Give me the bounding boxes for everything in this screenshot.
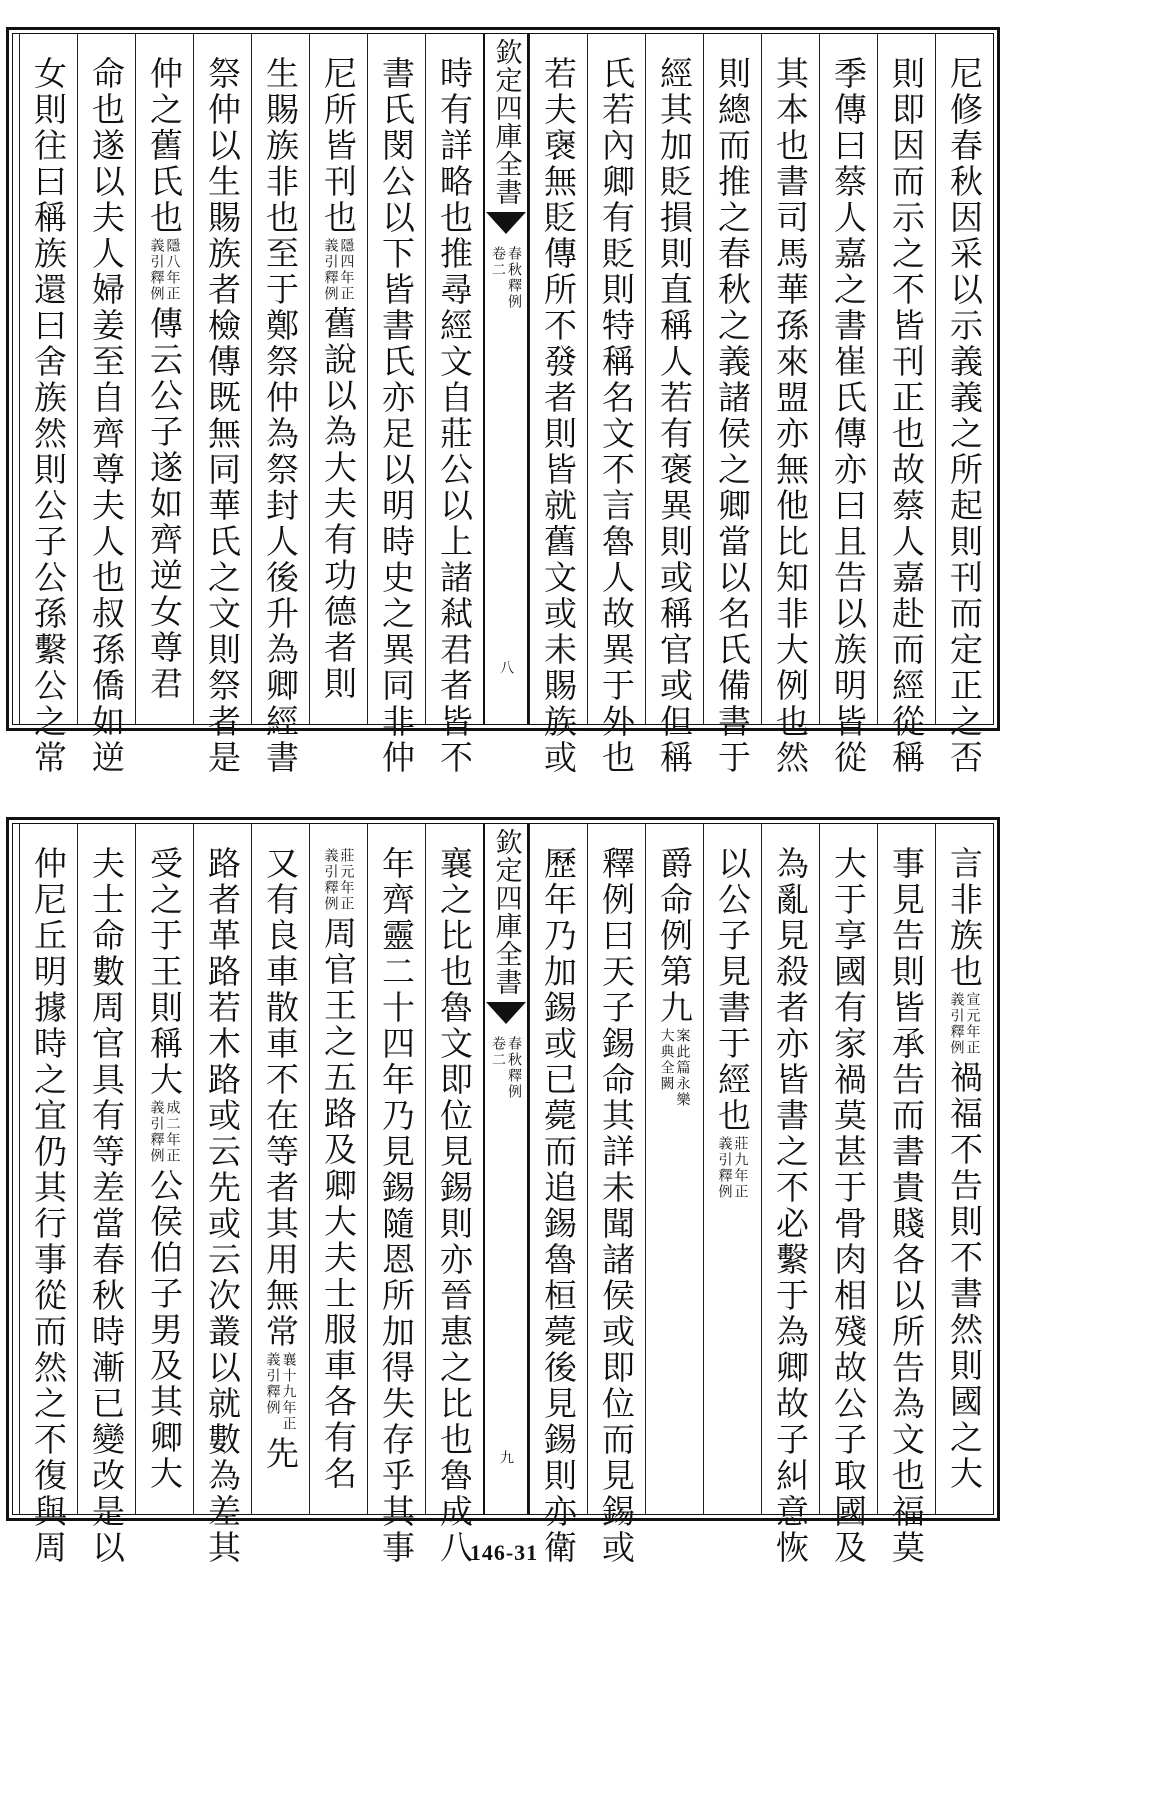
- main-text: 若夫襃無貶傳所不發者則皆就舊文或未賜族或: [539, 56, 578, 776]
- main-text: 夫士命數周官具有等差當春秋時漸已變改是以: [87, 846, 126, 1566]
- chapter-label: [491, 246, 521, 310]
- column-line: [829, 56, 868, 776]
- main-text: 祭仲以生賜族者檢傳既無同華氏之文則祭者是: [203, 56, 242, 776]
- note-line: 莊元年正: [338, 848, 355, 912]
- interlinear-note: [659, 1028, 691, 1108]
- book-title: 欽定四庫全書: [490, 38, 522, 206]
- gutter-content: [486, 828, 526, 1514]
- main-text: 舊說以為大夫有功德者則: [319, 306, 358, 702]
- column-line: [713, 56, 752, 776]
- text-column: [935, 824, 993, 1514]
- note-line: 宣元年正: [964, 992, 981, 1056]
- text-column: [703, 34, 761, 776]
- main-text: 季傳曰蔡人嘉之書崔氏傳亦曰且告以族明皆從: [829, 56, 868, 776]
- text-column: [877, 34, 935, 776]
- text-column: [877, 824, 935, 1566]
- column-line: [145, 846, 184, 1514]
- column-line: [597, 56, 636, 776]
- center-gutter: [483, 34, 529, 724]
- main-text: 仲之舊氏也: [145, 56, 184, 236]
- column-line: [377, 56, 416, 776]
- main-text: 仲尼丘明據時之宜仍其行事從而然之不復與周: [29, 846, 68, 1566]
- column-line: [87, 846, 126, 1566]
- main-text: 受之于王則稱大: [145, 846, 184, 1098]
- text-column: [819, 34, 877, 776]
- column-line: [29, 846, 68, 1566]
- main-text: 以公子見書于經也: [713, 846, 752, 1134]
- chapter-line: 卷二: [490, 1036, 506, 1068]
- column-line: [539, 56, 578, 776]
- main-text: 言非族也: [945, 846, 984, 990]
- column-line: [945, 56, 984, 776]
- main-text: 禍福不告則不書然則國之大: [945, 1060, 984, 1492]
- note-line: 襄十九年正: [280, 1352, 297, 1432]
- text-column: [77, 824, 135, 1566]
- main-text: 則總而推之春秋之義諸侯之卿當以名氏備書于: [713, 56, 752, 776]
- column-line: [713, 846, 752, 1514]
- note-line: 義引釋例: [148, 1100, 165, 1164]
- text-column: [193, 34, 251, 776]
- main-text: 時有詳略也推尋經文自莊公以上諸弒君者皆不: [435, 56, 474, 776]
- column-line: [655, 846, 694, 1514]
- main-text: 為亂見殺者亦皆書之不必繫于為卿故子糾意恢: [771, 846, 810, 1566]
- column-line: [539, 846, 578, 1566]
- leaf-number: 九: [498, 1450, 514, 1464]
- chapter-line: 春秋釋例: [506, 1036, 522, 1100]
- note-line: 義引釋例: [948, 992, 965, 1056]
- column-line: [29, 56, 68, 776]
- text-column: [251, 824, 309, 1514]
- note-line: 大典全闕: [658, 1028, 675, 1092]
- main-text: 年齊靈二十四年乃見錫隨恩所加得失存乎其事: [377, 846, 416, 1566]
- main-text: 釋例曰天子錫命其詳未聞諸侯或即位而見錫或: [597, 846, 636, 1566]
- chapter-line: 卷二: [490, 246, 506, 278]
- fish-tail-mark: [486, 212, 526, 234]
- text-column: [309, 824, 367, 1514]
- note-line: 義引釋例: [264, 1352, 281, 1416]
- chapter-label: [491, 1036, 521, 1100]
- main-text: 尼修春秋因采以示義義之所起則刊而定正之否: [945, 56, 984, 776]
- text-column: [425, 824, 483, 1566]
- interlinear-note: [149, 1100, 181, 1164]
- column-line: [203, 56, 242, 776]
- column-line: [771, 56, 810, 776]
- column-line: [145, 56, 184, 724]
- text-column: [645, 824, 703, 1514]
- book-title: 欽定四庫全書: [490, 828, 522, 996]
- text-column: [819, 824, 877, 1566]
- column-line: [945, 846, 984, 1514]
- column-line: [597, 846, 636, 1566]
- note-line: 成二年正: [164, 1100, 181, 1164]
- text-column: [935, 34, 993, 776]
- text-column: [703, 824, 761, 1514]
- column-line: [771, 846, 810, 1566]
- main-text: 經其加貶損則直稱人若有褒異則或稱官或但稱: [655, 56, 694, 776]
- note-line: 義引釋例: [322, 238, 339, 302]
- text-column: [587, 824, 645, 1566]
- text-column: [529, 824, 587, 1566]
- text-column: [135, 824, 193, 1514]
- column-line: [377, 846, 416, 1566]
- column-line: [87, 56, 126, 776]
- column-line: [435, 846, 474, 1566]
- column-line: [435, 56, 474, 776]
- main-text: 命也遂以夫人婦姜至自齊尊夫人也叔孫僑如逆: [87, 56, 126, 776]
- note-line: 隱四年正: [338, 238, 355, 302]
- main-text: 事見告則皆承告而書貴賤各以所告為文也福莫: [887, 846, 926, 1566]
- main-text: 襄之比也魯文即位見錫則亦晉惠之比也魯成八: [435, 846, 474, 1566]
- main-text: 生賜族非也至于鄭祭仲為祭封人後升為卿經書: [261, 56, 300, 776]
- fish-tail-mark: [486, 1002, 526, 1024]
- center-gutter: [483, 824, 529, 1514]
- main-text: 氏若內卿有貶則特稱名文不言魯人故異于外也: [597, 56, 636, 776]
- main-text: 書氏閔公以下皆書氏亦足以明時史之異同非仲: [377, 56, 416, 776]
- interlinear-note: [149, 238, 181, 302]
- main-text: 又有良車散車不在等者其用無常: [261, 846, 300, 1350]
- interlinear-note: [717, 1136, 749, 1200]
- interlinear-note: [323, 848, 355, 912]
- main-text: 大于享國有家禍莫甚于骨肉相殘故公子取國及: [829, 846, 868, 1566]
- text-column: [761, 34, 819, 776]
- text-column: [367, 34, 425, 776]
- main-text: 爵命例第九: [655, 846, 694, 1026]
- interlinear-note: [323, 238, 355, 302]
- text-column: [309, 34, 367, 724]
- main-text: 路者革路若木路或云先或云次叢以就數為差其: [203, 846, 242, 1566]
- chapter-line: 春秋釋例: [506, 246, 522, 310]
- column-line: [261, 56, 300, 776]
- main-text: 其本也書司馬華孫來盟亦無他比知非大例也然: [771, 56, 810, 776]
- text-column: [425, 34, 483, 776]
- note-line: 案此篇永樂: [674, 1028, 691, 1108]
- interlinear-note: [949, 992, 981, 1056]
- note-line: 義引釋例: [322, 848, 339, 912]
- column-line: [887, 56, 926, 776]
- text-column: [77, 34, 135, 776]
- text-column: [135, 34, 193, 724]
- text-column: [19, 824, 77, 1566]
- column-line: [655, 56, 694, 776]
- main-text: 傳云公子遂如齊逆女尊君: [145, 306, 184, 702]
- column-line: [319, 846, 358, 1514]
- main-text: 先: [261, 1436, 300, 1472]
- text-column: [19, 34, 77, 776]
- main-text: 歷年乃加錫或已薨而追錫魯桓薨後見錫則亦衛: [539, 846, 578, 1566]
- column-line: [203, 846, 242, 1566]
- text-column: [193, 824, 251, 1566]
- text-column: [529, 34, 587, 776]
- text-column: [645, 34, 703, 776]
- main-text: 周官王之五路及卿大夫士服車各有名: [319, 916, 358, 1492]
- main-text: 公侯伯子男及其卿大: [145, 1168, 184, 1492]
- gutter-content: [486, 38, 526, 724]
- column-line: [319, 56, 358, 724]
- main-text: 則即因而示之不皆刊正也故蔡人嘉赴而經從稱: [887, 56, 926, 776]
- main-text: 女則往曰稱族還曰舍族然則公子公孫繫公之常: [29, 56, 68, 776]
- text-column: [587, 34, 645, 776]
- interlinear-note: [265, 1352, 297, 1432]
- upper-leaf-columns: [13, 34, 993, 776]
- note-line: 義引釋例: [148, 238, 165, 302]
- column-line: [829, 846, 868, 1566]
- text-column: [251, 34, 309, 776]
- note-line: 莊九年正: [732, 1136, 749, 1200]
- column-line: [261, 846, 300, 1514]
- text-column: [367, 824, 425, 1566]
- note-line: 義引釋例: [716, 1136, 733, 1200]
- column-line: [887, 846, 926, 1566]
- main-text: 尼所皆刊也: [319, 56, 358, 236]
- upper-leaf: [6, 27, 1000, 776]
- page-folio-number: 146-31: [469, 1540, 539, 1565]
- leaf-number: 八: [498, 660, 514, 674]
- note-line: 隱八年正: [164, 238, 181, 302]
- text-column: [761, 824, 819, 1566]
